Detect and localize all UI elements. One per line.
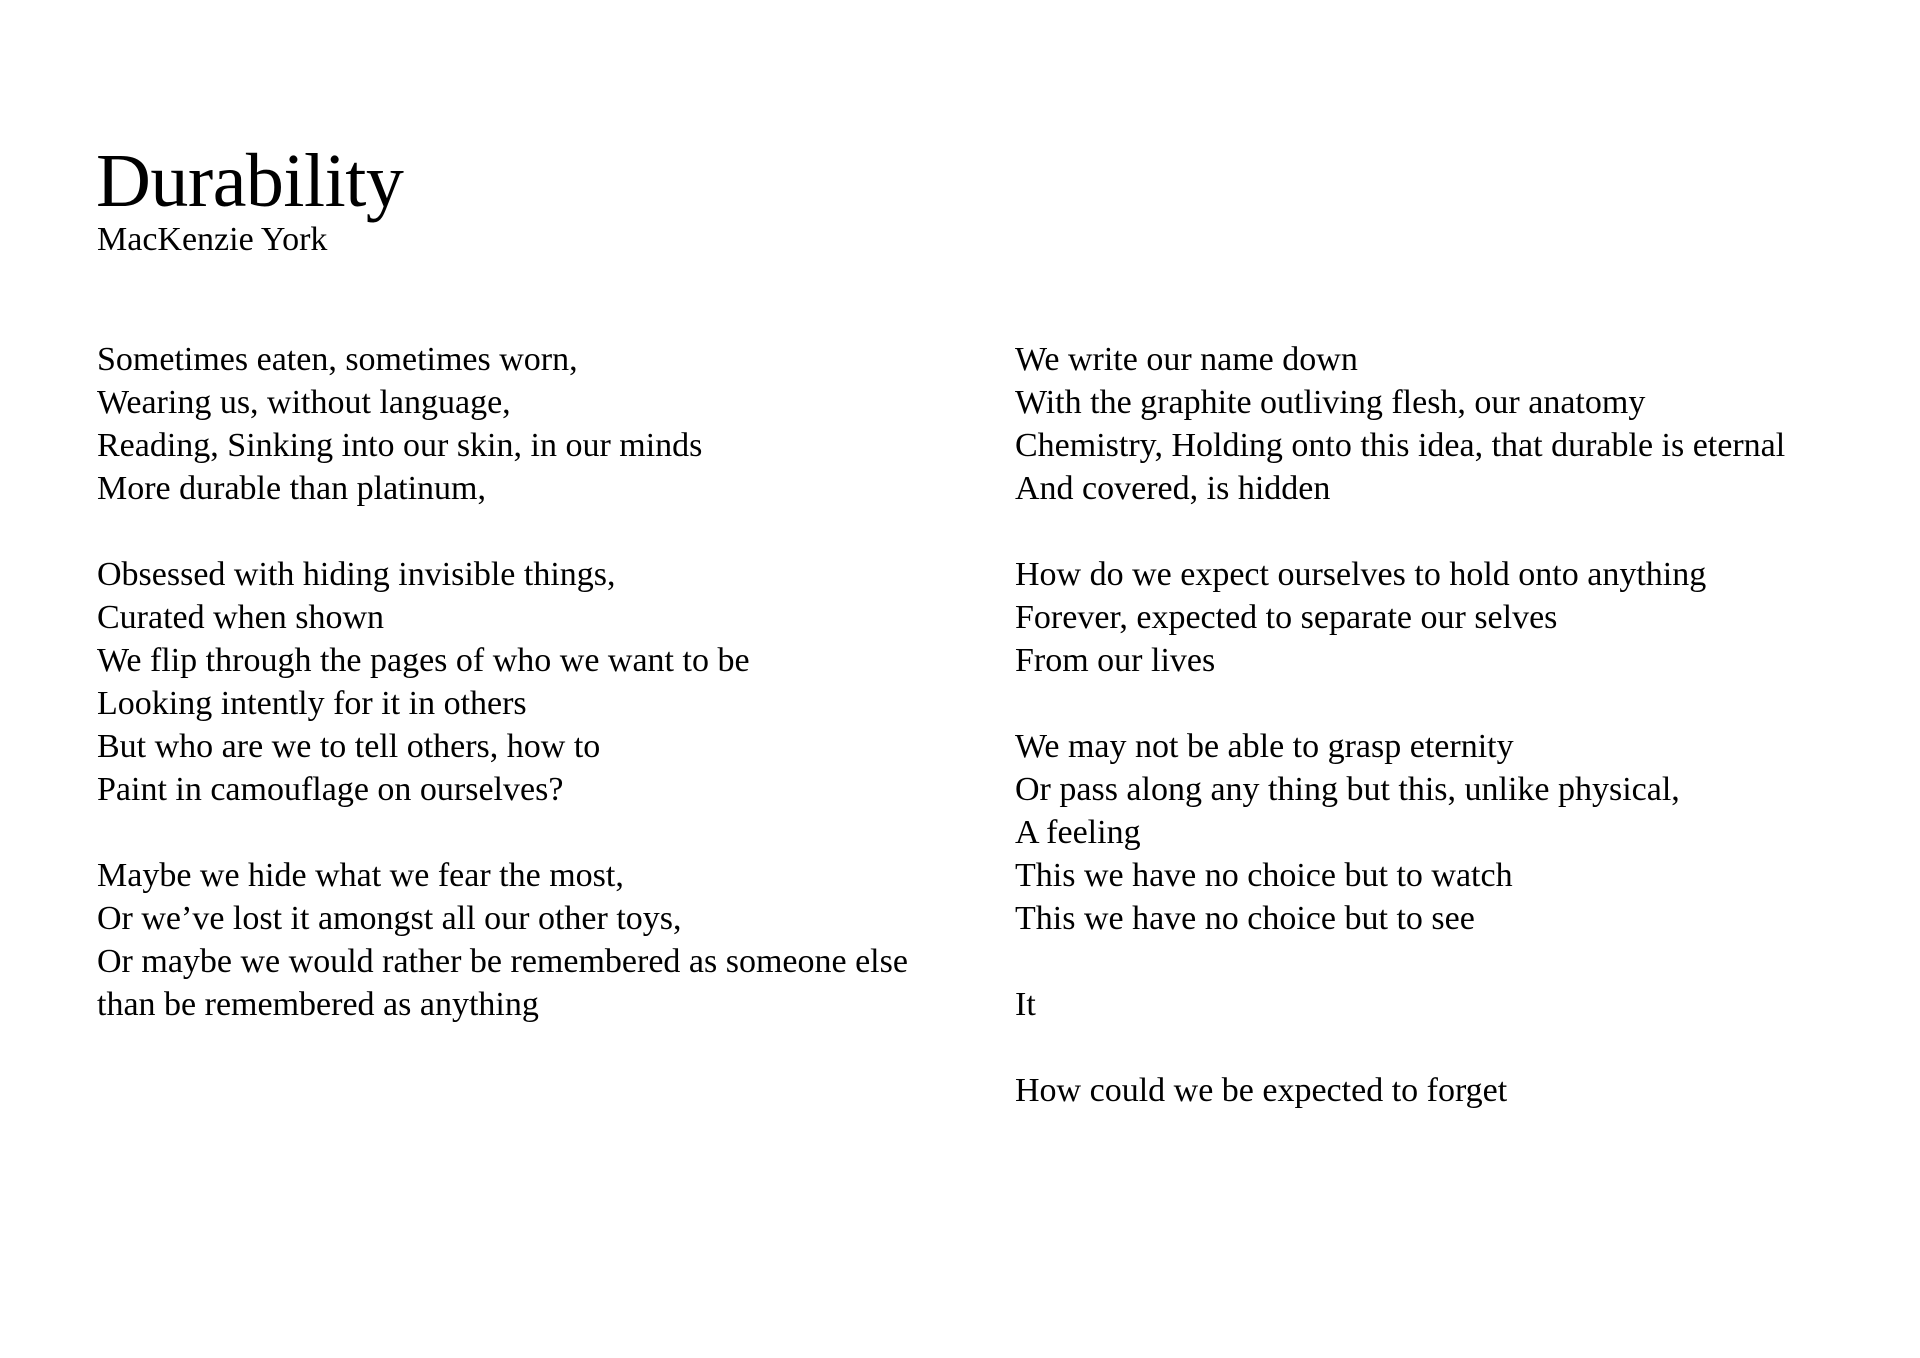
poem-line: And covered, is hidden — [1015, 470, 1331, 507]
poem-line: than be remembered as anything — [97, 986, 539, 1023]
poem-line: Obsessed with hiding invisible things, — [97, 556, 616, 593]
stanza — [1015, 983, 1895, 1026]
poem-line: With the graphite outliving flesh, our anatomy — [1015, 384, 1646, 421]
poem-line: Or we’ve lost it amongst all our other toys, — [97, 900, 682, 937]
poem-left-column — [97, 338, 997, 1069]
poem-line: Curated when shown — [97, 599, 385, 636]
poem-line: We flip through the pages of who we want to be — [97, 642, 750, 679]
poem-line: How do we expect ourselves to hold onto anything — [1015, 556, 1707, 593]
stanza — [97, 854, 997, 1026]
stanza — [1015, 338, 1895, 510]
poem-line: Sometimes eaten, sometimes worn, — [97, 341, 578, 378]
poem-line: How could we be expected to forget — [1015, 1072, 1508, 1109]
poem-line: This we have no choice but to see — [1015, 900, 1475, 937]
poem-line: From our lives — [1015, 642, 1216, 679]
poem-line: Maybe we hide what we fear the most, — [97, 857, 624, 894]
poem-line: Looking intently for it in others — [97, 685, 527, 722]
poem-right-column — [1015, 338, 1895, 1155]
stanza — [1015, 725, 1895, 940]
poem-line: Wearing us, without language, — [97, 384, 511, 421]
poem-line: But who are we to tell others, how to — [97, 728, 601, 765]
stanza — [1015, 1069, 1895, 1112]
poem-line: We write our name down — [1015, 341, 1358, 378]
stanza — [1015, 553, 1895, 682]
poem-line: It — [1015, 986, 1036, 1023]
poem-line: Reading, Sinking into our skin, in our minds — [97, 427, 703, 464]
poem-line: More durable than platinum, — [97, 470, 487, 507]
poem-title: Durability — [96, 139, 404, 223]
poem-author: MacKenzie York — [97, 221, 328, 258]
poem-line: We may not be able to grasp eternity — [1015, 728, 1514, 765]
poem-line: Chemistry, Holding onto this idea, that durable is eternal — [1015, 427, 1786, 464]
poem-line: This we have no choice but to watch — [1015, 857, 1513, 894]
poem-line: Or pass along any thing but this, unlike physical, — [1015, 771, 1680, 808]
poem-line: A feeling — [1015, 814, 1141, 851]
stanza — [97, 338, 997, 510]
poem-line: Paint in camouflage on ourselves? — [97, 771, 564, 808]
poem-line: Or maybe we would rather be remembered as someone else — [97, 943, 908, 980]
poem-line: Forever, expected to separate our selves — [1015, 599, 1558, 636]
stanza — [97, 553, 997, 811]
